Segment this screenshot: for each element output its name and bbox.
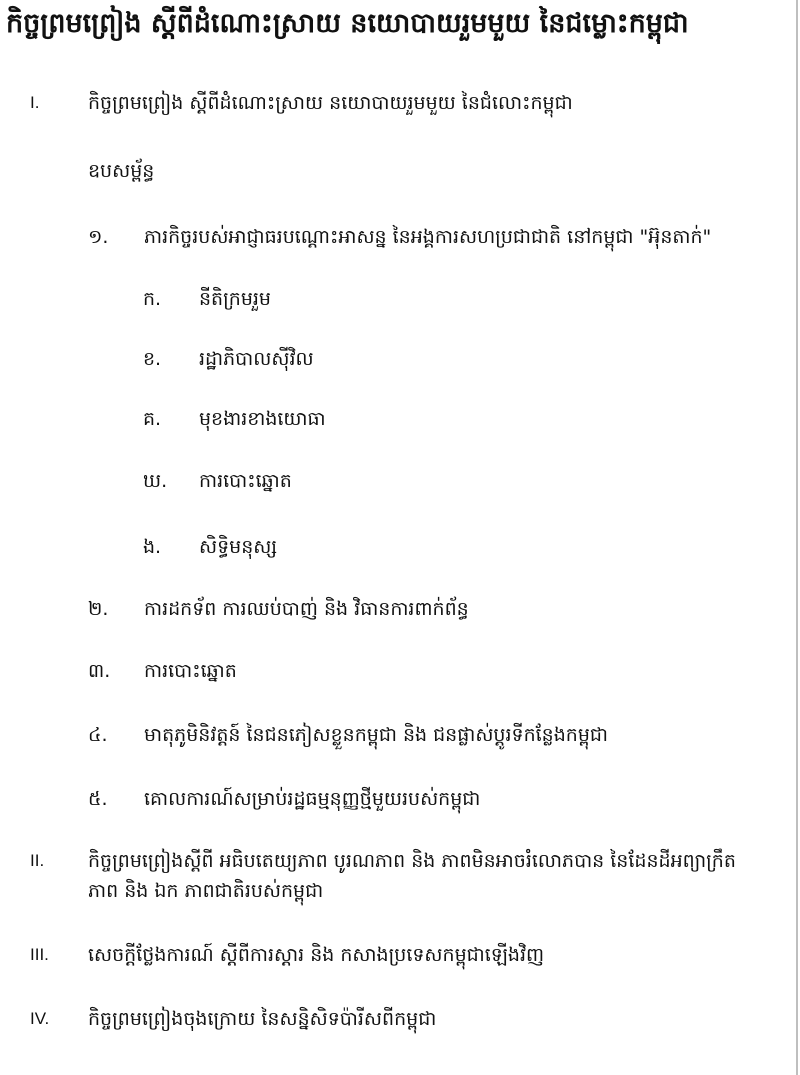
annex-item-3 [88, 656, 778, 686]
item-text: មាតុភូមិនិវត្តន៍ នៃជនភៀសខ្លួនកម្ពុជា និង ជនផ្លាស់ប្តូរទីកន្លែងកម្ពុជា [144, 724, 608, 746]
section-text: កិច្ចព្រមព្រៀងចុងក្រោយ នៃសន្និសិទប៉ារីសពីកម្ពុជា [88, 1008, 437, 1030]
section-IV [30, 1004, 770, 1034]
section-III [30, 940, 770, 970]
section-number: I. [30, 93, 40, 112]
item-text: គោលការណ៍សម្រាប់រដ្ឋធម្មនុញ្ញថ្មីមួយរបស់កម្ពុជា [144, 788, 481, 810]
sub-item-letter: ឃ. [143, 470, 168, 492]
sub-item-letter: ង. [143, 536, 162, 558]
annex-item-2 [88, 594, 778, 624]
item-text: ការដកទ័ព ការឈប់បាញ់ និង វិធានការពាក់ព័ន្ធ [144, 598, 469, 620]
item-number: ៥. [88, 788, 108, 810]
item-number: ១. [88, 226, 109, 248]
annex-heading [88, 156, 688, 186]
sub-item-letter: ក. [143, 288, 162, 310]
sub-item-kha [143, 344, 643, 374]
section-number: II. [30, 851, 45, 870]
sub-item-text: នីតិក្រមរួម [199, 288, 271, 310]
sub-item-letter: ខ. [143, 348, 162, 370]
section-text: កិច្ចព្រមព្រៀង ស្តីពីដំណោះស្រាយ នយោបាយរួមមួយ នៃជំលោះកម្ពុជា [88, 92, 573, 114]
sub-item-kho [143, 466, 643, 496]
section-I [30, 88, 770, 118]
item-text: ភារកិច្ចរបស់អាជ្ញាធរបណ្តោះអាសន្ន នៃអង្គការសហប្រជាជាតិ នៅកម្ពុជា "អ៊ុនតាក់" [144, 226, 712, 248]
sub-item-text: មុខងារខាងយោធា [199, 408, 326, 430]
sub-item-ko [143, 404, 643, 434]
section-number: III. [30, 945, 49, 964]
sub-item-text: សិទ្ធិមនុស្ស [199, 536, 278, 558]
item-text: ការបោះឆ្នោត [144, 660, 237, 682]
section-II [30, 846, 770, 908]
item-number: ៤. [88, 724, 108, 746]
item-number: ២. [88, 598, 109, 620]
item-number: ៣. [88, 660, 111, 682]
sub-item-ngo [143, 532, 643, 562]
section-text: សេចក្តីថ្លែងការណ៍ ស្តីពីការស្តារ និង កសាងប្រទេសកម្ពុជាឡើងវិញ [88, 944, 545, 966]
annex-text: ឧបសម្ព័ន្ធ [88, 160, 155, 182]
sub-item-text: រដ្ឋាភិបាលស៊ីវិល [199, 348, 314, 370]
sub-item-letter: គ. [143, 408, 162, 430]
page-edge-divider [796, 0, 798, 1075]
sub-item-text: ការបោះឆ្នោត [199, 470, 292, 492]
sub-item-ka [143, 284, 643, 314]
section-text: កិច្ចព្រមព្រៀងស្តីពី អធិបតេយ្យភាព បូរណភាព និង ភាពមិនអាចរំលោភបាន នៃដែនដីអព្យាក្រឹតភាព និង ឯក ភាពជាតិរបស់កម្ពុជា [88, 850, 736, 902]
document-title: កិច្ចព្រមព្រៀង ស្តីពីដំណោះស្រាយ នយោបាយរួមមួយ នៃជម្លោះកម្ពុជា [6, 8, 689, 39]
annex-item-1 [88, 222, 778, 252]
annex-item-5 [88, 784, 778, 814]
section-number: IV. [30, 1009, 50, 1028]
annex-item-4 [88, 720, 778, 750]
